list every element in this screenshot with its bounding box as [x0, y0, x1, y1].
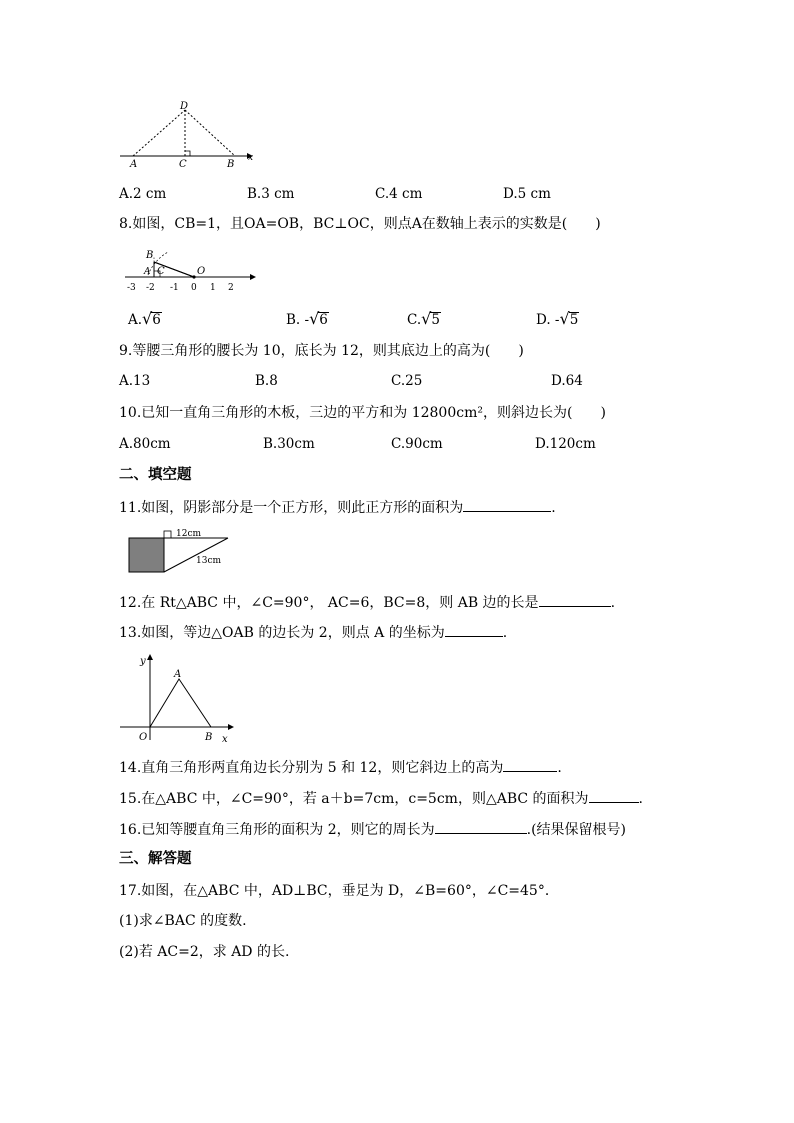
- label-x: x: [248, 153, 254, 163]
- label-a: A: [130, 159, 138, 170]
- figure-q11: [128, 527, 248, 577]
- q8-option-b: B. -√6: [286, 309, 328, 328]
- q7-option-a: A.2 cm: [119, 186, 167, 202]
- figure-q8: [120, 244, 260, 294]
- q9-option-c: C.25: [391, 373, 423, 389]
- q15-stem: 15.在△ABC 中，∠C=90°，若 a＋b=7cm，c=5cm，则△ABC 的面积为 .: [119, 788, 643, 808]
- section-heading-solve: 三、解答题: [119, 850, 192, 867]
- answer-blank[interactable]: [435, 819, 527, 834]
- label-b: B: [205, 732, 213, 743]
- right-angle-mark: [164, 531, 171, 538]
- answer-blank[interactable]: [539, 592, 611, 607]
- shaded-square: [129, 538, 164, 572]
- q10-option-b: B.30cm: [263, 436, 315, 452]
- q12-stem: 12.在 Rt△ABC 中，∠C=90°， AC=6，BC=8，则 AB 边的长是 .: [119, 592, 615, 612]
- label-d: D: [180, 101, 189, 112]
- q17-part1: (1)求∠BAC 的度数.: [119, 913, 247, 929]
- q8-option-a: A.√6: [128, 309, 161, 328]
- label-o: O: [197, 266, 206, 277]
- q10-option-d: D.120cm: [535, 436, 596, 452]
- answer-blank[interactable]: [589, 788, 639, 803]
- q10-option-c: C.90cm: [391, 436, 443, 452]
- answer-blank[interactable]: [463, 497, 551, 512]
- tick-label: 1: [210, 283, 216, 293]
- label-a: A: [144, 267, 151, 277]
- label-12cm: 12cm: [176, 529, 202, 539]
- figure-q7: [115, 100, 265, 170]
- q14-stem: 14.直角三角形两直角边长分别为 5 和 12，则它斜边上的高为 .: [119, 757, 562, 777]
- triangle-oab: [150, 679, 211, 727]
- label-x: x: [222, 734, 228, 745]
- q7-option-d: D.5 cm: [503, 186, 551, 202]
- label-o: O: [139, 732, 148, 743]
- q10-stem: 10.已知一直角三角形的木板，三边的平方和为 12800cm²，则斜边长为( ): [119, 405, 606, 421]
- q8-option-d: D. -√5: [536, 309, 579, 328]
- label-c: C: [179, 159, 187, 170]
- q9-option-b: B.8: [255, 373, 278, 389]
- q8-option-c: C.√5: [407, 309, 440, 328]
- label-c: C: [157, 266, 165, 277]
- q16-stem: 16.已知等腰直角三角形的面积为 2，则它的周长为 .(结果保留根号): [119, 819, 626, 839]
- label-y: y: [140, 656, 146, 667]
- q9-stem: 9.等腰三角形的腰长为 10，底长为 12，则其底边上的高为( ): [119, 343, 524, 359]
- q9-option-d: D.64: [551, 373, 583, 389]
- q17-part2: (2)若 AC=2，求 AD 的长.: [119, 944, 290, 960]
- answer-blank[interactable]: [445, 622, 503, 637]
- q8-stem: 8.如图，CB=1，且OA=OB，BC⊥OC，则点A在数轴上表示的实数是( ): [119, 216, 601, 232]
- answer-blank[interactable]: [503, 757, 557, 772]
- tick-label: -3: [127, 283, 136, 293]
- q11-stem: 11.如图，阴影部分是一个正方形，则此正方形的面积为 .: [119, 497, 556, 517]
- figure-q13: [118, 652, 238, 744]
- tick-label: 0: [191, 283, 197, 293]
- q10-option-a: A.80cm: [119, 436, 171, 452]
- tick-label: 2: [228, 283, 234, 293]
- q17-stem: 17.如图，在△ABC 中，AD⊥BC，垂足为 D，∠B=60°，∠C=45°．: [119, 883, 559, 899]
- label-13cm: 13cm: [196, 556, 222, 566]
- section-heading-fill-blank: 二、填空题: [119, 466, 192, 483]
- label-b: B: [146, 250, 154, 261]
- right-angle-mark: [185, 151, 190, 156]
- q9-option-a: A.13: [119, 373, 151, 389]
- q13-stem: 13.如图，等边△OAB 的边长为 2，则点 A 的坐标为 .: [119, 622, 507, 642]
- label-b: B: [227, 159, 235, 170]
- label-a: A: [174, 669, 182, 680]
- tick-label: -1: [170, 283, 179, 293]
- tick-label: -2: [146, 283, 155, 293]
- q7-option-c: C.4 cm: [375, 186, 423, 202]
- q7-option-b: B.3 cm: [247, 186, 295, 202]
